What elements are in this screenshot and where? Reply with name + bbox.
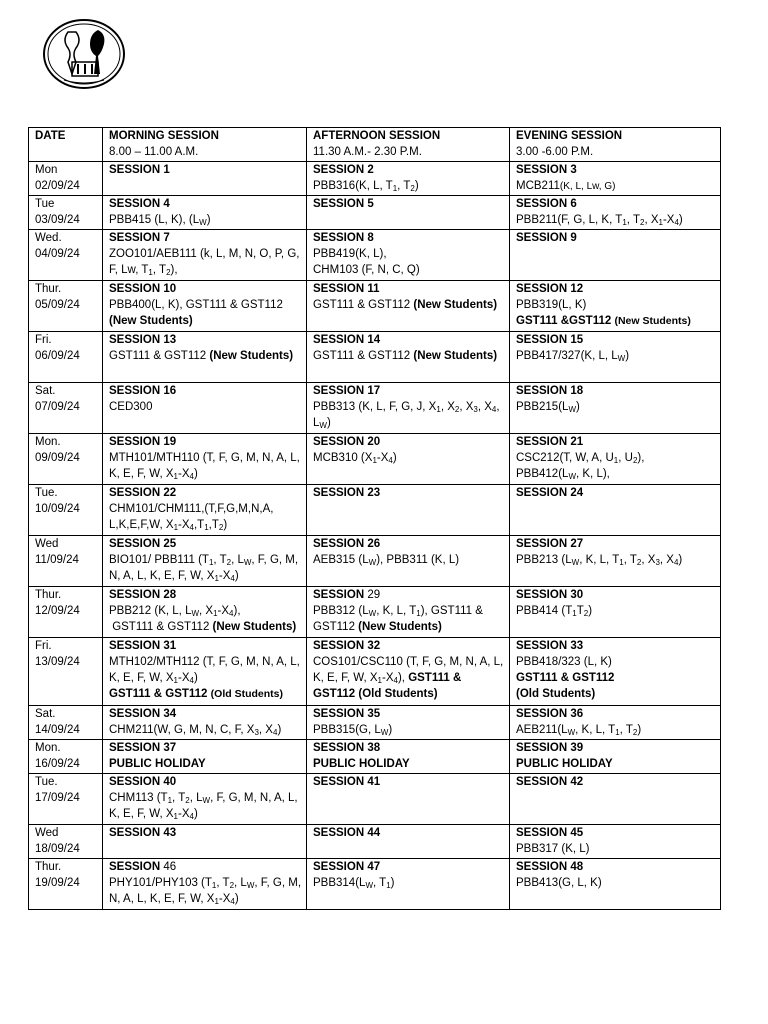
morning-session-cell: SESSION 25 BIO101/ PBB111 ($T_1$, $T_2$, $L_W$, F, G, M, N, A, L, K, E, F, W, $X_1-X_4$) [103,536,307,587]
afternoon-session-cell: SESSION 41 [307,774,510,825]
afternoon-session-cell: SESSION 44 [307,825,510,859]
table-row [29,162,721,196]
evening-session-cell: SESSION 15 PBB417/327(K, L, $L_W$) [510,332,721,383]
date-cell: Wed 11/09/24 [29,536,103,587]
header-date: DATE [29,128,103,162]
evening-session-cell: SESSION 6 PBB211(F, G, L, K, $T_1$, $T_2$, $X_1-X_4$) [510,196,721,230]
table-row [29,825,721,859]
table-row [29,859,721,910]
afternoon-session-cell: SESSION 35 PBB315(G, $L_W$) [307,706,510,740]
morning-session-cell: SESSION 1 [103,162,307,196]
table-row [29,196,721,230]
morning-session-cell: SESSION 46 PHY101/PHY103 ($T_1$, $T_2$, $L_W$, F, G, M, N, A, L, K, E, F, W, $X_1-X_4$) [103,859,307,910]
table-row [29,740,721,774]
table-row [29,332,721,383]
date-cell: Thur. 12/09/24 [29,587,103,638]
date-cell: Thur. 19/09/24 [29,859,103,910]
morning-session-cell: SESSION 13 GST111 & GST112 (New Students) [103,332,307,383]
afternoon-session-cell: SESSION 26 AEB315 $(L_W)$, PBB311 (K, L) [307,536,510,587]
evening-session-cell: SESSION 39 PUBLIC HOLIDAY [510,740,721,774]
exam-timetable [28,127,721,910]
table-row [29,587,721,638]
table-row [29,638,721,706]
evening-session-cell: SESSION 21 CSC212(T, W, A, $U_1$, $U_2$), $PBB412(L_W$, K, L), [510,434,721,485]
morning-session-cell: SESSION 37 PUBLIC HOLIDAY [103,740,307,774]
date-cell: Wed. 04/09/24 [29,230,103,281]
afternoon-session-cell: SESSION 8 PBB419(K, L), CHM103 (F, N, C, Q) [307,230,510,281]
afternoon-session-cell: SESSION 29 PBB312 ($L_W$, K, L, $T_1$), GST111 & GST112 (New Students) [307,587,510,638]
university-crest-logo [42,18,126,90]
morning-session-cell: SESSION 22 CHM101/CHM111,(T,F,G,M,N,A, L,K,E,F,W, $X_1-X_4,T_1,T_2$) [103,485,307,536]
morning-session-cell: SESSION 19 MTH101/MTH110 (T, F, G, M, N, A, L, K, E, F, W, $X_1-X_4$) [103,434,307,485]
evening-session-cell: SESSION 45 PBB317 (K, L) [510,825,721,859]
evening-session-cell: SESSION 3 MCB211(K, L, Lw, G) [510,162,721,196]
evening-session-cell: SESSION 36 $AEB211(L_W$, K, L, $T_1$, $T_2$) [510,706,721,740]
date-cell: Thur. 05/09/24 [29,281,103,332]
date-cell: Sat. 14/09/24 [29,706,103,740]
evening-session-cell: SESSION 12 PBB319(L, K) GST111 &GST112 (New Students) [510,281,721,332]
table-row [29,774,721,825]
morning-session-cell: SESSION 16 CED300 [103,383,307,434]
date-cell: Fri. 06/09/24 [29,332,103,383]
evening-session-cell: SESSION 18 $PBB215(L_W)$ [510,383,721,434]
header-morning: MORNING SESSION 8.00 – 11.00 A.M. [103,128,307,162]
evening-session-cell: SESSION 9 [510,230,721,281]
date-cell: Tue. 10/09/24 [29,485,103,536]
date-cell: Fri. 13/09/24 [29,638,103,706]
morning-session-cell: SESSION 28 PBB212 (K, L, $L_W$, $X_1-X_4$), GST111 & GST112 (New Students) [103,587,307,638]
table-row [29,281,721,332]
afternoon-session-cell: SESSION 47 $PBB314(L_W$, $T_1$) [307,859,510,910]
header-afternoon: AFTERNOON SESSION 11.30 A.M.- 2.30 P.M. [307,128,510,162]
evening-session-cell: SESSION 42 [510,774,721,825]
morning-session-cell: SESSION 40 CHM113 ($T_1$, $T_2$, $L_W$, F, G, M, N, A, L, K, E, F, W, $X_1-X_4$) [103,774,307,825]
table-row [29,536,721,587]
date-cell: Tue 03/09/24 [29,196,103,230]
date-cell: Mon. 16/09/24 [29,740,103,774]
date-cell: Mon. 09/09/24 [29,434,103,485]
afternoon-session-cell: SESSION 17 PBB313 (K, L, F, G, J, $X_1$, $X_2$, $X_3$, $X_4$, $L_W$) [307,383,510,434]
evening-session-cell: SESSION 24 [510,485,721,536]
table-row [29,434,721,485]
header-evening: EVENING SESSION 3.00 -6.00 P.M. [510,128,721,162]
afternoon-session-cell: SESSION 2 PBB316(K, L, $T_1$, $T_2$) [307,162,510,196]
afternoon-session-cell: SESSION 23 [307,485,510,536]
evening-session-cell: SESSION 30 PBB414 $(T_1T_2)$ [510,587,721,638]
morning-session-cell: SESSION 34 CHM211(W, G, M, N, C, F, $X_3$, $X_4$) [103,706,307,740]
date-cell: Tue. 17/09/24 [29,774,103,825]
table-row [29,230,721,281]
table-row [29,383,721,434]
header-row [29,128,721,162]
evening-session-cell: SESSION 27 PBB213 ($L_W$, K, L, $T_1$, $T_2$, $X_3$, $X_4$) [510,536,721,587]
afternoon-session-cell: SESSION 38 PUBLIC HOLIDAY [307,740,510,774]
date-cell: Sat. 07/09/24 [29,383,103,434]
morning-session-cell: SESSION 10 PBB400(L, K), GST111 & GST112 (New Students) [103,281,307,332]
date-cell: Mon 02/09/24 [29,162,103,196]
evening-session-cell: SESSION 33 PBB418/323 (L, K) GST111 & GST112 (Old Students) [510,638,721,706]
morning-session-cell: SESSION 31 MTH102/MTH112 (T, F, G, M, N, A, L, K, E, F, W, $X_1-X_4$) GST111 & GST112 (Old Students) [103,638,307,706]
afternoon-session-cell: SESSION 20 MCB310 $(X_1-X_4)$ [307,434,510,485]
afternoon-session-cell: SESSION 11 GST111 & GST112 (New Students) [307,281,510,332]
morning-session-cell: SESSION 7 ZOO101/AEB111 (k, L, M, N, O, P, G, F, Lw, $T_1$, $T_2$), [103,230,307,281]
morning-session-cell: SESSION 43 [103,825,307,859]
morning-session-cell: SESSION 4 PBB415 (L, K), $(L_W)$ [103,196,307,230]
afternoon-session-cell: SESSION 32 COS101/CSC110 (T, F, G, M, N, A, L, K, E, F, W, $X_1-X_4$), GST111 & GST112 (Old Students) [307,638,510,706]
date-cell: Wed 18/09/24 [29,825,103,859]
table-row [29,485,721,536]
evening-session-cell: SESSION 48 PBB413(G, L, K) [510,859,721,910]
afternoon-session-cell: SESSION 14 GST111 & GST112 (New Students) [307,332,510,383]
afternoon-session-cell: SESSION 5 [307,196,510,230]
table-row [29,706,721,740]
